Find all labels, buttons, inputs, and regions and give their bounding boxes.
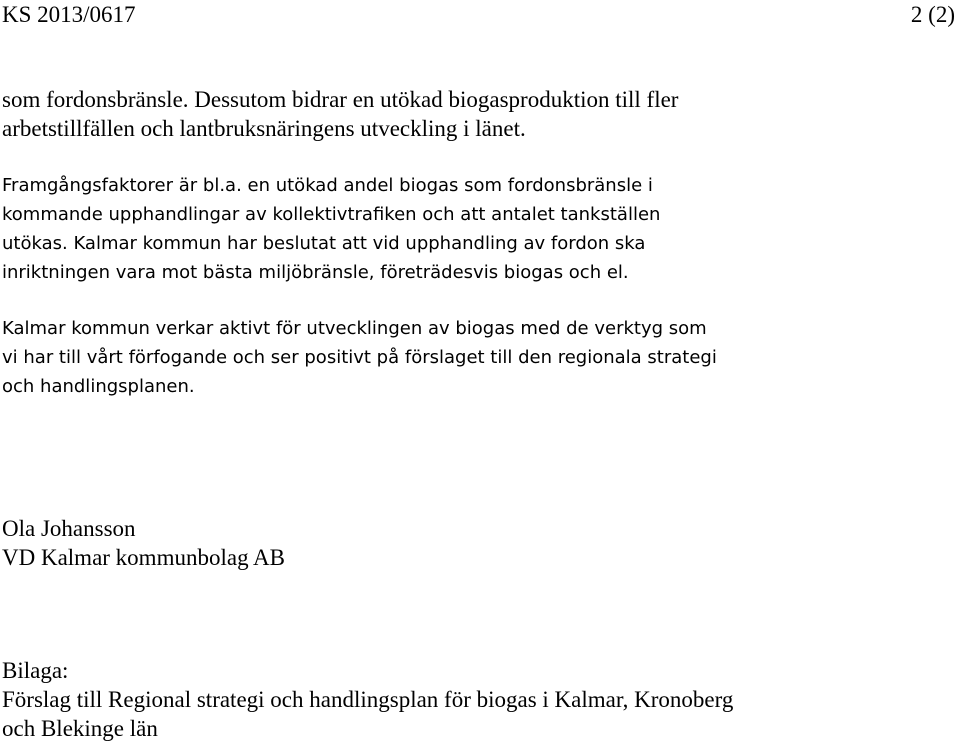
signatory-title: VD Kalmar kommunbolag AB [2,545,285,570]
paragraph-line: arbetstillfällen och lantbruksnäringens utveckling i länet. [2,116,526,141]
paragraph-line: kommande upphandlingar av kollektivtrafiken och att antalet tankställen [2,204,661,225]
attachment-line: Förslag till Regional strategi och handlingsplan för biogas i Kalmar, Kronoberg [2,687,734,712]
page-number: 2 (2) [910,2,955,27]
paragraph-line: som fordonsbränsle. Dessutom bidrar en utökad biogasproduktion till fler [2,87,679,112]
paragraph-line: vi har till vårt förfogande och ser positivt på förslaget till den regionala strategi [2,347,717,368]
document-reference: KS 2013/0617 [2,2,136,27]
paragraph-line: Framgångsfaktorer är bl.a. en utökad andel biogas som fordonsbränsle i [2,175,653,196]
paragraph-intro [2,85,678,143]
paragraph-line: och handlingsplanen. [2,376,195,397]
page-header [2,0,957,32]
paragraph-line: utökas. Kalmar kommun har beslutat att vid upphandling av fordon ska [2,233,646,254]
paragraph-municipality-position [2,314,717,401]
paragraph-success-factors [2,171,660,287]
attachment-line: och Blekinge län [2,716,158,741]
signature-block [2,514,285,572]
paragraph-line: inriktningen vara mot bästa miljöbränsle, företrädesvis biogas och el. [2,262,629,283]
attachment-block [2,656,733,743]
paragraph-line: Kalmar kommun verkar aktivt för utvecklingen av biogas med de verktyg som [2,318,707,339]
attachment-label: Bilaga: [2,658,69,683]
signatory-name: Ola Johansson [2,516,136,541]
